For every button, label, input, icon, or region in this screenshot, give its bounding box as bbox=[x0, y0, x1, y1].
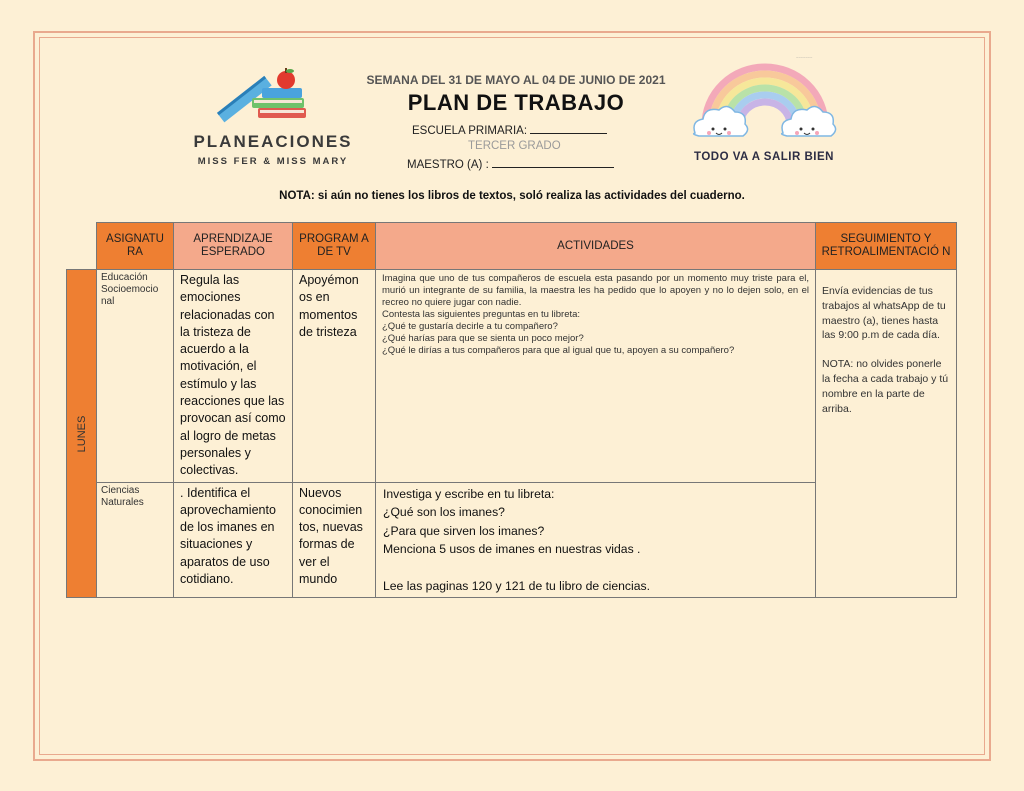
work-plan-table bbox=[66, 222, 957, 598]
activity-text: ¿Qué te gustaría decirle a tu compañero? bbox=[382, 321, 558, 332]
activity-text: ¿Para que sirven los imanes? bbox=[383, 523, 545, 538]
tv-program-cell: Apoyémon os en momentos de tristeza bbox=[293, 270, 376, 483]
activity-text: Investiga y escribe en tu libreta: bbox=[383, 486, 555, 501]
logo-subtitle: MISS FER & MISS MARY bbox=[197, 156, 349, 167]
activity-text: Contesta las siguientes preguntas en tu libreta: bbox=[382, 309, 581, 320]
header-learning: APRENDIZAJE ESPERADO bbox=[174, 223, 293, 270]
logo-title: PLANEACIONES bbox=[193, 132, 353, 151]
tv-program-cell: Nuevos conocimien tos, nuevas formas de ver el mundo bbox=[293, 482, 376, 598]
activity-text: ¿Qué son los imanes? bbox=[383, 505, 505, 520]
activities-cell bbox=[376, 270, 816, 483]
learning-cell: . Identifica el aprovechamiento de los imanes en situaciones y aparatos de uso cotidiano. bbox=[174, 482, 293, 598]
books-apple-logo-icon bbox=[186, 68, 356, 168]
school-label: ESCUELA PRIMARIA: bbox=[412, 125, 528, 137]
activity-text: Lee las paginas 120 y 121 de tu libro de ciencias. bbox=[383, 578, 650, 593]
subject-cell: Ciencias Naturales bbox=[97, 482, 174, 598]
followup-cell bbox=[816, 270, 957, 598]
rainbow-icon bbox=[690, 55, 840, 150]
day-cell bbox=[67, 270, 97, 598]
activity-text: ¿Qué le dirías a tus compañeros para que al igual que tu, apoyen a su compañero? bbox=[382, 345, 735, 356]
note-text: NOTA: si aún no tienes los libros de textos, soló realiza las actividades del cuaderno. bbox=[279, 190, 745, 202]
activities-cell bbox=[376, 482, 816, 598]
rainbow-caption: TODO VA A SALIR BIEN bbox=[694, 151, 834, 163]
page-title: PLAN DE TRABAJO bbox=[407, 90, 625, 115]
header-subject: ASIGNATU RA bbox=[97, 223, 174, 270]
activity-text: ¿Qué harías para que se sienta un poco mejor? bbox=[382, 333, 584, 344]
followup-note: NOTA: no olvides ponerle la fecha a cada trabajo y tú nombre en la parte de arriba. bbox=[822, 358, 949, 415]
week-range: SEMANA DEL 31 DE MAYO AL 04 DE JUNIO DE 2021 bbox=[366, 73, 666, 87]
grade-label: TERCER GRADO bbox=[468, 140, 561, 152]
header-followup: SEGUIMIENTO Y RETROALIMENTACIÓ N bbox=[816, 223, 957, 270]
activity-text: Imagina que uno de tus compañeros de escuela esta pasando por un momento muy triste para el, murió un integrante de su familia, la maestra les ha pedido que lo apoyen y no lo dejen solo, en el recreo no quiere jugar con nadie. bbox=[382, 273, 809, 308]
followup-text: Envía evidencias de tus trabajos al whatsApp de tu maestro (a), tienes hasta las 9:00 p.m de cada día. bbox=[822, 285, 946, 342]
day-label: LUNES bbox=[75, 415, 88, 452]
activity-text: Menciona 5 usos de imanes en nuestras vidas . bbox=[383, 542, 641, 557]
teacher-label: MAESTRO (A) : bbox=[407, 159, 489, 171]
learning-cell: Regula las emociones relacionadas con la tristeza de acuerdo a la motivación, el estímulo y las reacciones que las provocan así como al logro de metas personales y colectivas. bbox=[174, 270, 293, 483]
signature-mark: ~~~~~~~ bbox=[796, 55, 813, 60]
header-activities: ACTIVIDADES bbox=[376, 223, 816, 270]
subject-cell: Educación Socioemocio nal bbox=[97, 270, 174, 483]
teacher-field bbox=[407, 157, 614, 171]
header-tv: PROGRAM A DE TV bbox=[293, 223, 376, 270]
school-field bbox=[412, 123, 607, 137]
